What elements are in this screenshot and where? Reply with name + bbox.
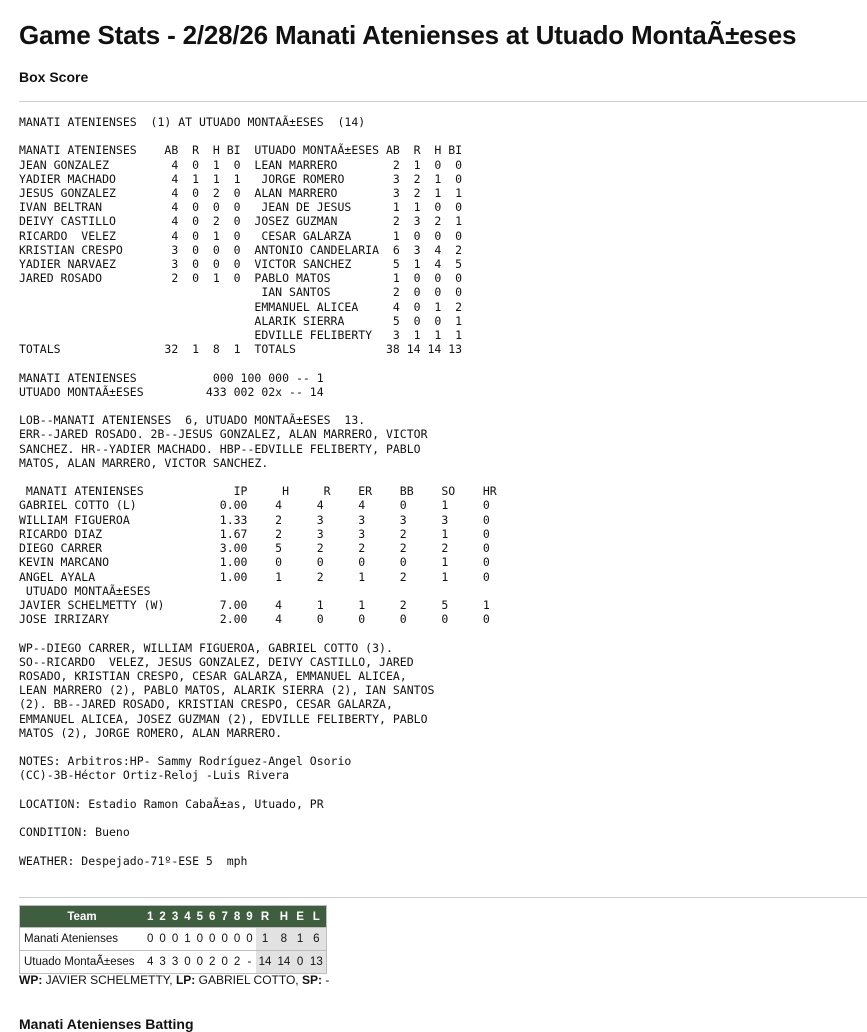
inning-score: 3 [156, 951, 168, 974]
losing-pitcher: GABRIEL COTTO, [198, 973, 299, 987]
section-title-box-score: Box Score [19, 69, 89, 85]
linescore-row-away [20, 928, 327, 951]
inning-score: 1 [181, 928, 193, 951]
save-pitcher: - [325, 973, 330, 987]
inning-score: 2 [231, 951, 243, 974]
inning-score: 0 [144, 928, 156, 951]
wp-label: WP: [19, 973, 43, 987]
divider [19, 897, 867, 898]
box-score-text: MANATI ATENIENSES (1) AT UTUADO MONTAÃ±ESES (14) MANATI ATENIENSES AB R H BI UTUADO MONTAÃ±ESES AB R H BI JEAN GONZALEZ 4 0 1 0 LEAN MARRERO 2 1 0 0 YADIER MACHADO 4 1 1 1 JORGE ROMERO 3 2 1 0 JESUS GONZALEZ 4 0 2 0 ALAN MARRERO 3 2 1 1 IVAN BELTRAN 4 0 0 0 JEAN DE JESUS 1 1 0 0 DEIVY CASTILLO 4 0 2 0 JOSEZ GUZMAN 2 3 2 1 RICARDO VELEZ 4 0 1 0 CESAR GALARZA 1 0 0 0 KRISTIAN CRESPO 3 0 0 0 ANTONIO CANDELARIA 6 3 4 2 YADIER NARVAEZ 3 0 0 0 VICTOR SANCHEZ 5 1 4 5 JARED ROSADO 2 0 1 0 PABLO MATOS 1 0 0 0 IAN SANTOS 2 0 0 0 EMMANUEL ALICEA 4 0 1 2 ALARIK SIERRA 5 0 0 1 EDVILLE FELIBERTY 3 1 1 1 TOTALS 32 1 8 1 TOTALS 38 14 14 13 MANATI ATENIENSES 000 100 000 -- 1 UTUADO MONTAÃ±ESES 433 002 02x -- 14 LOB--MANATI ATENIENSES 6, UTUADO MONTAÃ±ESES 13. ERR--JARED ROSADO. 2B--JESUS GONZALEZ, ALAN MARRERO, VICTOR SANCHEZ. HR--YADIER MACHADO. HBP--EDVILLE FELIBERTY, PABLO MATOS, ALAN MARRERO, VICTOR SANCHEZ. MANATI ATENIENSES IP H R ER BB SO HR GABRIEL COTTO (L) 0.00 4 4 4 0 1 0 WILLIAM FIGUEROA 1.33 2 3 3 3 3 0 RICARDO DIAZ 1.67 2 3 3 2 1 0 DIEGO CARRER 3.00 5 2 2 2 2 0 KEVIN MARCANO 1.00 0 0 0 0 1 0 ANGEL AYALA 1.00 1 2 1 2 1 0 UTUADO MONTAÃ±ESES JAVIER SCHELMETTY (W) 7.00 4 1 1 2 5 1 JOSE IRRIZARY 2.00 4 0 0 0 0 0 WP--DIEGO CARRER, WILLIAM FIGUEROA, GABRIEL COTTO (3). SO--RICARDO VELEZ, JESUS GONZALEZ, DEIVY CASTILLO, JARED ROSADO, KRISTIAN CRESPO, CESAR GALARZA, EMMANUEL ALICEA, LEAN MARRERO (2), PABLO MATOS, ALARIK SIERRA (2), IAN SANTOS (2). BB--JARED ROSADO, KRISTIAN CRESPO, CESAR GALARZA, EMMANUEL ALICEA, JOSEZ GUZMAN (2), EDVILLE FELIBERTY, PABLO MATOS (2), JORGE ROMERO, ALAN MARRERO. NOTES: Arbitros:HP- Sammy Rodríguez-Angel Osorio (CC)-3B-Héctor Ortiz-Reloj -Luis Rivera LOCATION: Estadio Ramon CabaÃ±as, Utuado, PR CONDITION: Bueno WEATHER: Despejado-71º-ESE 5 mph [19, 115, 497, 868]
inning-score: 2 [206, 951, 218, 974]
inning-score: 0 [206, 928, 218, 951]
inning-header: 7 [218, 906, 230, 928]
section-title-batting: Manati Atenienses Batting [19, 1016, 194, 1032]
team-name: Utuado MontaÃ±eses [20, 951, 145, 974]
inning-header: 1 [144, 906, 156, 928]
team-name: Manati Atenienses [20, 928, 145, 951]
inning-score: 0 [243, 928, 255, 951]
errors-total: 0 [293, 951, 307, 974]
linescore-header-row [20, 906, 327, 928]
inning-score: 0 [156, 928, 168, 951]
inning-header: 2 [156, 906, 168, 928]
lob-total: 13 [307, 951, 326, 974]
inning-score: 3 [169, 951, 181, 974]
inning-score: 0 [218, 928, 230, 951]
sp-label: SP: [302, 973, 323, 987]
hits-total: 8 [274, 928, 293, 951]
inning-score: 0 [194, 951, 206, 974]
inning-header: 3 [169, 906, 181, 928]
inning-score: 0 [231, 928, 243, 951]
hits-total: 14 [274, 951, 293, 974]
inning-score: 0 [194, 928, 206, 951]
inning-score: 4 [144, 951, 156, 974]
linescore-row-home [20, 951, 327, 974]
runs-header: R [256, 906, 275, 928]
lob-header: L [307, 906, 326, 928]
lp-label: LP: [175, 973, 196, 987]
inning-score: 0 [169, 928, 181, 951]
errors-total: 1 [293, 928, 307, 951]
runs-total: 1 [256, 928, 275, 951]
winning-pitcher: JAVIER SCHELMETTY, [45, 973, 173, 987]
inning-header: 4 [181, 906, 193, 928]
page-title: Game Stats - 2/28/26 Manati Atenienses at Utuado MontaÃ±eses [19, 20, 797, 50]
runs-total: 14 [256, 951, 275, 974]
inning-header: 8 [231, 906, 243, 928]
errors-header: E [293, 906, 307, 928]
team-column-header: Team [20, 906, 145, 928]
lob-total: 6 [307, 928, 326, 951]
pitching-decisions [19, 973, 329, 987]
inning-header: 5 [194, 906, 206, 928]
divider [19, 101, 867, 102]
inning-score: - [243, 951, 255, 974]
inning-header: 9 [243, 906, 255, 928]
inning-header: 6 [206, 906, 218, 928]
inning-score: 0 [218, 951, 230, 974]
inning-score: 0 [181, 951, 193, 974]
hits-header: H [274, 906, 293, 928]
linescore-table [19, 905, 327, 974]
